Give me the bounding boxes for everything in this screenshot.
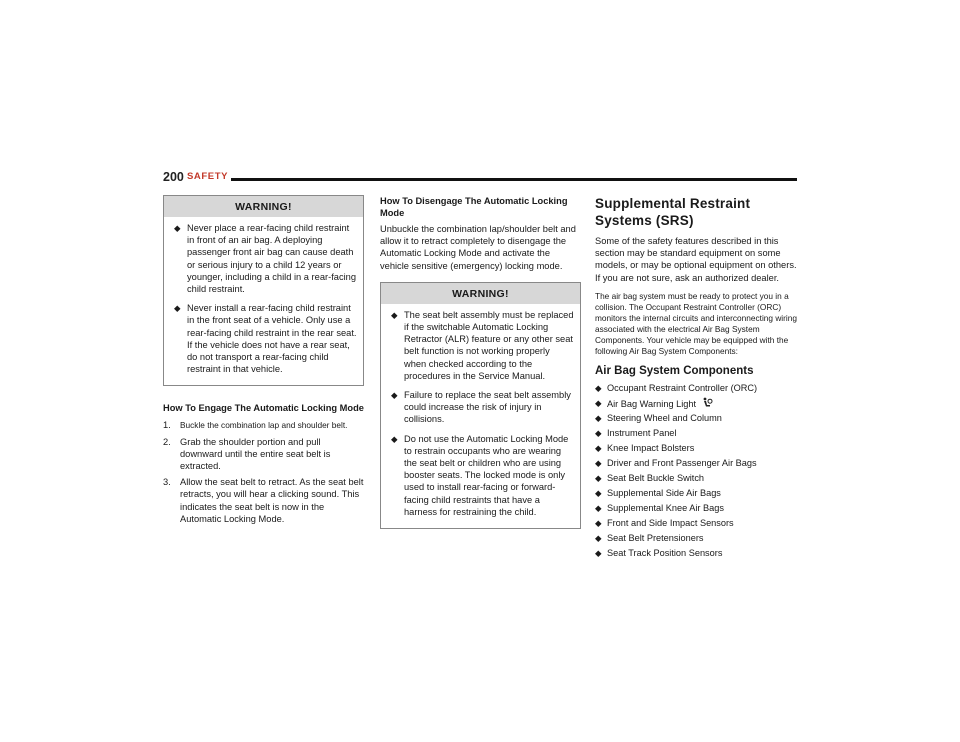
srs-intro: Some of the safety features described in this section may be standard equipment on some models, or may be optional equipment on others. If you are not sure, ask an authorized dealer. (595, 236, 797, 283)
page-number: 200 (163, 170, 184, 184)
list-item: ◆ Never place a rear-facing child restraint in front of an air bag. A deploying passenger front air bag can cause death or serious injury to a child 12 years or younger, including a child in a rear-facing child restraint. (174, 223, 356, 295)
warning-box-left (163, 195, 364, 386)
diamond-bullet-icon: ◆ (595, 397, 602, 408)
diamond-bullet-icon: ◆ (595, 532, 602, 543)
list-item: ◆ Supplemental Knee Air Bags (595, 502, 724, 513)
components-heading: Air Bag System Components (595, 364, 754, 377)
list-item: 1. Buckle the combination lap and shoulder belt. (163, 420, 348, 431)
warning-list (164, 217, 363, 385)
diamond-bullet-icon: ◆ (595, 517, 602, 528)
list-item: ◆ Seat Track Position Sensors (595, 547, 723, 558)
list-item: ◆ Occupant Restraint Controller (ORC) (595, 382, 758, 393)
column-right (595, 195, 797, 562)
column-left (163, 195, 364, 529)
page-header (163, 170, 797, 186)
diamond-bullet-icon: ◆ (595, 487, 602, 498)
list-item: ◆ Seat Belt Pretensioners (595, 532, 704, 543)
section-title: SAFETY (187, 171, 229, 182)
list-item: ◆ Air Bag Warning Light (595, 397, 797, 412)
diamond-bullet-icon: ◆ (391, 309, 398, 320)
header-rule (231, 178, 797, 181)
diamond-bullet-icon: ◆ (595, 427, 602, 438)
diamond-bullet-icon: ◆ (595, 382, 602, 393)
diamond-bullet-icon: ◆ (595, 457, 602, 468)
engage-heading: How To Engage The Automatic Locking Mode (163, 403, 364, 414)
diamond-bullet-icon: ◆ (595, 547, 602, 558)
list-item: ◆ Supplemental Side Air Bags (595, 487, 721, 498)
list-item: ◆ Steering Wheel and Column (595, 412, 722, 423)
list-item: ◆ Failure to replace the seat belt assembly could increase the risk of injury in collisions. (391, 390, 571, 425)
warning-box-middle (380, 282, 581, 529)
list-item: ◆ Do not use the Automatic Locking Mode to restrain occupants who are wearing the seat belt or children who are using booster seats. The locked mode is only used to install rear-facing or forward-facing child restraints that have a harness for restraining the child. (391, 433, 569, 517)
list-item: 2. Grab the shoulder portion and pull downward until the entire seat belt is extracted. (163, 436, 331, 472)
srs-body: The air bag system must be ready to protect you in a collision. The Occupant Restraint Controller (ORC) monitors the internal circuits and interconnecting wiring associated with the electrical Air Bag System Components. Your vehicle may be equipped with the following Air Bag System Components: (595, 290, 797, 356)
list-item: ◆ Driver and Front Passenger Air Bags (595, 457, 757, 468)
list-item: ◆ Front and Side Impact Sensors (595, 517, 734, 528)
warning-title: WARNING! (164, 196, 363, 217)
diamond-bullet-icon: ◆ (595, 442, 602, 453)
diamond-bullet-icon: ◆ (595, 472, 602, 483)
components-list (595, 382, 797, 562)
warning-title: WARNING! (381, 283, 580, 304)
srs-title: Supplemental Restraint Systems (SRS) (595, 196, 751, 228)
list-item: ◆ Knee Impact Bolsters (595, 442, 695, 453)
engage-steps (163, 419, 364, 525)
diamond-bullet-icon: ◆ (174, 303, 181, 314)
list-item: ◆ Never install a rear-facing child restraint in the front seat of a vehicle. Only use a rear-facing child restraint in the rear seat. If the vehicle does not have a rear seat, do not transport a rear-facing child restraint in that vehicle. (174, 303, 357, 375)
column-middle (380, 195, 581, 529)
disengage-heading: How To Disengage The Automatic Locking Mode (380, 196, 568, 218)
diamond-bullet-icon: ◆ (174, 223, 181, 233)
airbag-warning-icon (701, 397, 713, 409)
list-item: 3. Allow the seat belt to retract. As the seat belt retracts, you will hear a clicking sound. This indicates the seat belt is now in the Automatic Locking Mode. (163, 477, 364, 524)
warning-list (381, 304, 580, 528)
disengage-body: Unbuckle the combination lap/shoulder belt and allow it to retract completely to disengage the Automatic Locking Mode and activate the vehicle sensitive (emergency) locking mode. (380, 224, 576, 271)
diamond-bullet-icon: ◆ (391, 433, 398, 444)
diamond-bullet-icon: ◆ (391, 390, 398, 401)
list-item: ◆ Instrument Panel (595, 427, 677, 438)
diamond-bullet-icon: ◆ (595, 412, 602, 423)
list-item: ◆ The seat belt assembly must be replaced if the switchable Automatic Locking Retractor (ALR) feature or any other seat belt function is not working properly when checked according to the procedures in the Service Manual. (391, 309, 574, 381)
diamond-bullet-icon: ◆ (595, 502, 602, 513)
list-item: ◆ Seat Belt Buckle Switch (595, 472, 705, 483)
